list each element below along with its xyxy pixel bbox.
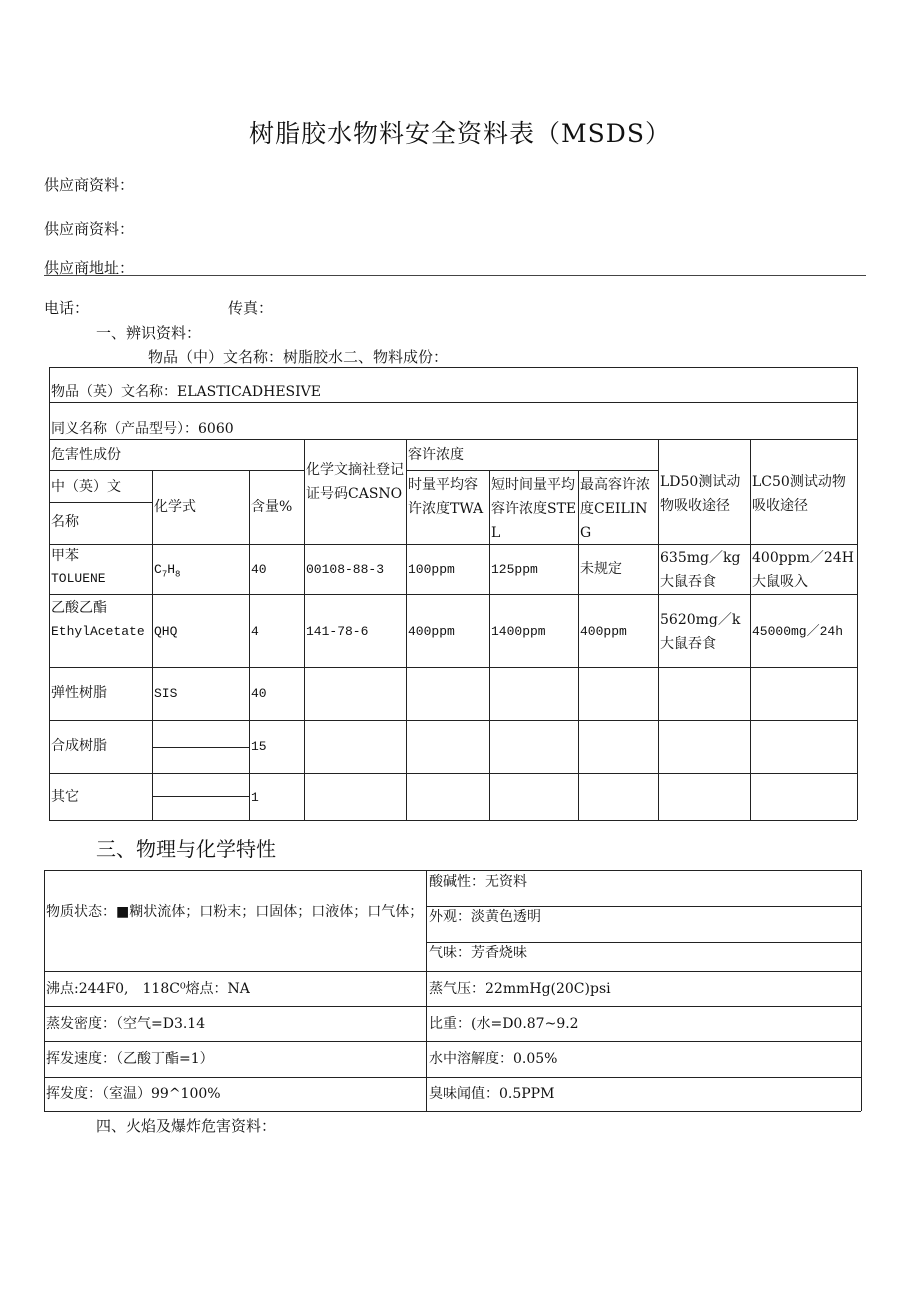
row1-name: 甲苯	[51, 548, 79, 564]
row2-formula: QHQ	[154, 624, 178, 639]
vapor-density: 蒸发密度：（空气=D3.14	[46, 1016, 206, 1032]
header-name-zh-en: 中（英）文	[51, 479, 121, 495]
header-formula: 化学式	[154, 499, 196, 515]
row1-cas: 00108-88-3	[306, 562, 385, 577]
row1-name-en: TOLUENE	[51, 571, 106, 586]
row2-twa: 400ppm	[408, 624, 455, 639]
fax-label: 传真：	[228, 299, 274, 317]
row4-name: 合成树脂	[51, 738, 107, 754]
address-underline	[44, 275, 866, 276]
product-name-cn: 物品（中）文名称：树脂胶水二、物料成份：	[148, 348, 449, 366]
appearance: 外观：淡黄色透明	[429, 909, 541, 925]
row1-twa: 100ppm	[408, 562, 455, 577]
header-limit: 容许浓度	[408, 447, 464, 463]
row3-content: 40	[251, 686, 267, 701]
supplier-info-1: 供应商资料：	[44, 176, 135, 194]
row2-cas: 141-78-6	[306, 624, 369, 639]
header-stel: 短时间量平均容许浓度STEL	[491, 477, 577, 541]
physical-state: 物质状态：■糊状流体；口粉末；口固体；口液体；口气体；	[46, 904, 424, 920]
supplier-address: 供应商地址：	[44, 259, 135, 277]
header-lc50: LC50测试动物吸收途径	[752, 474, 846, 514]
row2-ld50: 5620mg／k大鼠吞食	[660, 612, 741, 652]
row1-content: 40	[251, 562, 267, 577]
section4-heading: 四、火焰及爆炸危害资料：	[96, 1117, 277, 1135]
vapor-pressure: 蒸气压：22mmHg(20C)psi	[429, 981, 611, 997]
product-synonym: 同义名称（产品型号）：6060	[51, 421, 234, 437]
row1-lc50: 400ppm／24H大鼠吸入	[752, 550, 854, 590]
phone-label: 电话：	[44, 299, 90, 317]
row3-name: 弹性树脂	[51, 685, 107, 701]
row2-lc50: 45000mg／24h	[752, 624, 844, 639]
row5-formula-blank	[152, 796, 249, 797]
ph-value: 酸碱性：无资料	[429, 874, 527, 890]
row1-formula: $C_7H_8$	[154, 562, 181, 580]
specific-gravity: 比重：(水=D0.87~9.2	[429, 1016, 579, 1032]
row2-content: 4	[251, 624, 259, 639]
evaporation-rate: 挥发速度：（乙酸丁酯=1）	[46, 1051, 214, 1067]
header-ld50: LD50测试动物吸收途径	[660, 474, 741, 514]
odor-threshold: 臭味闻值：0.5PPM	[429, 1086, 555, 1102]
header-hazard: 危害性成份	[51, 447, 121, 463]
volatility: 挥发度：（室温）99^100%	[46, 1086, 221, 1102]
header-twa: 时量平均容许浓度TWA	[408, 477, 484, 517]
section1-heading: 一、辨识资料：	[96, 324, 202, 342]
odor: 气味：芳香烧味	[429, 945, 527, 961]
product-name-en: 物品（英）文名称：ELASTICADHESIVE	[51, 384, 322, 400]
document-title: 树脂胶水物料安全资料表（MSDS）	[249, 119, 671, 148]
row4-formula-blank	[152, 747, 249, 748]
row1-ld50: 635mg／kg大鼠吞食	[660, 550, 741, 590]
row5-content: 1	[251, 790, 259, 805]
row5-name: 其它	[51, 789, 79, 805]
supplier-info-2: 供应商资料：	[44, 220, 135, 238]
row1-stel: 125ppm	[491, 562, 538, 577]
header-ceiling: 最高容许浓度CEILING	[580, 477, 650, 541]
row2-ceiling: 400ppm	[580, 624, 627, 639]
water-solubility: 水中溶解度：0.05%	[429, 1051, 558, 1067]
row3-formula: SIS	[154, 686, 178, 701]
row1-ceiling: 未规定	[580, 561, 622, 577]
row4-content: 15	[251, 739, 267, 754]
header-cas: 化学文摘社登记证号码CASNO	[306, 462, 404, 502]
section3-heading: 三、物理与化学特性	[96, 837, 276, 861]
header-name: 名称	[51, 514, 79, 530]
row2-stel: 1400ppm	[491, 624, 546, 639]
row2-name-en: EthylAcetate	[51, 624, 145, 639]
boiling-point: 沸点:244F0, 118C⁰熔点：NA	[46, 981, 250, 997]
header-content: 含量%	[251, 499, 293, 515]
row2-name: 乙酸乙酯	[51, 600, 107, 616]
